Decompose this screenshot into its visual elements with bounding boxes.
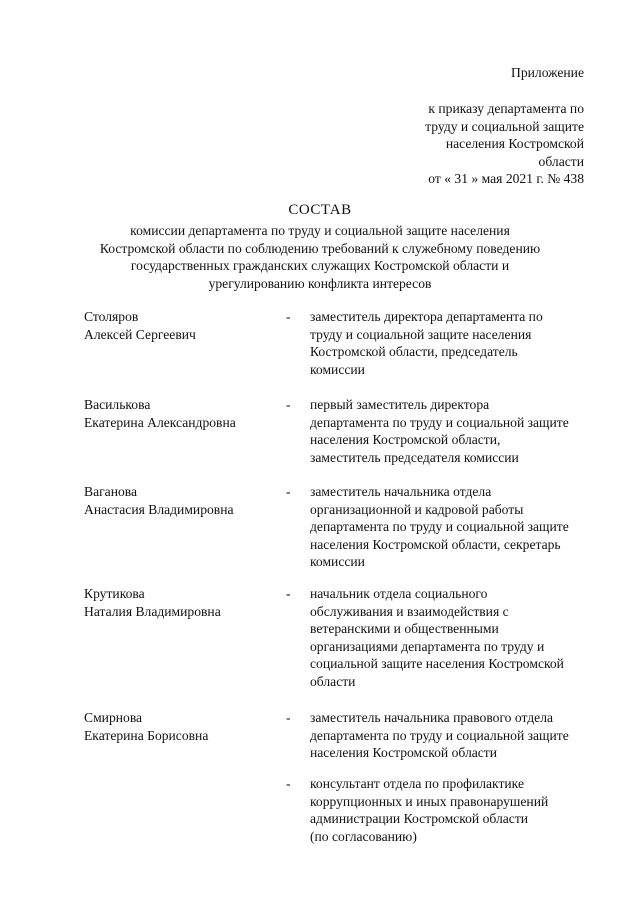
member-given-name: Екатерина Борисовна: [84, 727, 209, 743]
role-line: организациями департамента по труду и: [310, 638, 545, 654]
role-line: (по согласованию): [310, 828, 417, 844]
role-line: населения Костромской области: [310, 745, 498, 760]
member-name: [84, 585, 284, 620]
member-entry: [0, 396, 640, 483]
member-role: [310, 396, 610, 466]
role-line: комиссии: [310, 554, 365, 569]
member-name: [84, 483, 284, 518]
subtitle-line: комиссии департамента по труду и социальной защите населения: [130, 223, 510, 238]
member-role: [310, 483, 610, 571]
member-dash: -: [286, 710, 291, 725]
role-line: области: [310, 673, 356, 689]
member-dash: -: [286, 484, 291, 499]
role-line: ветеранскими и общественными: [310, 621, 499, 636]
member-given-name: Екатерина Александровна: [84, 414, 236, 430]
member-dash: -: [286, 397, 291, 412]
appendix-title: Приложение: [511, 65, 584, 80]
member-name: [84, 396, 284, 431]
role-line: организационной и кадровой работы: [310, 501, 524, 517]
role-line: заместитель директора департамента по: [310, 309, 543, 324]
role-line: заместитель председателя комиссии: [310, 449, 519, 465]
role-line: комиссии: [310, 361, 365, 377]
member-entry: [0, 775, 640, 855]
member-surname: Ваганова: [84, 484, 138, 499]
member-given-name: Алексей Сергеевич: [84, 326, 196, 342]
members-list: [0, 308, 640, 855]
document-title: СОСТАВ: [288, 202, 352, 218]
role-line: первый заместитель директора: [310, 397, 490, 412]
member-role: [310, 709, 610, 762]
member-name: [84, 308, 284, 343]
member-given-name: Наталия Владимировна: [84, 603, 221, 619]
member-name: [84, 709, 284, 744]
order-line: области: [538, 153, 584, 169]
order-line: от « 31 » мая 2021 г. № 438: [428, 171, 584, 186]
member-dash: -: [286, 309, 291, 324]
role-line: заместитель начальника отдела: [310, 484, 492, 499]
role-line: социальной защите населения Костромской: [310, 656, 564, 671]
role-line: труду и социальной защите населения: [310, 326, 532, 342]
member-dash: -: [286, 586, 291, 601]
subtitle-line: Костромской области по соблюдению требований к служебному поведению: [99, 240, 541, 256]
role-line: департамента по труду и социальной защите: [310, 414, 569, 430]
member-dash: -: [286, 776, 291, 791]
role-line: департамента по труду и социальной защите: [310, 727, 569, 743]
role-line: администрации Костромской области: [310, 811, 529, 826]
member-surname: Смирнова: [84, 710, 143, 725]
member-surname: Столяров: [84, 309, 139, 324]
document-subtitle: [60, 222, 580, 292]
member-surname: Крутикова: [84, 586, 145, 601]
member-entry: [0, 308, 640, 396]
member-entry: [0, 483, 640, 585]
order-line: труду и социальной защите: [425, 118, 584, 134]
order-line: населения Костромской: [445, 136, 584, 151]
role-line: коррупционных и иных правонарушений: [310, 793, 549, 809]
order-reference: [384, 100, 584, 188]
role-line: населения Костромской области,: [310, 432, 501, 447]
subtitle-line: урегулированию конфликта интересов: [208, 275, 432, 291]
role-line: консультант отдела по профилактике: [310, 776, 524, 791]
role-line: департамента по труду и социальной защите: [310, 519, 569, 534]
subtitle-line: государственных гражданских служащих Костромской области и: [130, 258, 510, 273]
role-line: обслуживания и взаимодействия с: [310, 603, 509, 619]
member-entry: [0, 709, 640, 775]
role-line: Костромской области, председатель: [310, 344, 518, 359]
member-surname: Василькова: [84, 397, 151, 412]
order-line: к приказу департамента по: [428, 101, 584, 116]
member-given-name: Анастасия Владимировна: [84, 501, 234, 517]
role-line: населения Костромской области, секретарь: [310, 536, 561, 552]
role-line: заместитель начальника правового отдела: [310, 710, 554, 725]
member-role: [310, 308, 610, 378]
member-entry: [0, 585, 640, 709]
member-role: [310, 775, 610, 845]
member-role: [310, 585, 610, 690]
role-line: начальник отдела социального: [310, 586, 488, 601]
